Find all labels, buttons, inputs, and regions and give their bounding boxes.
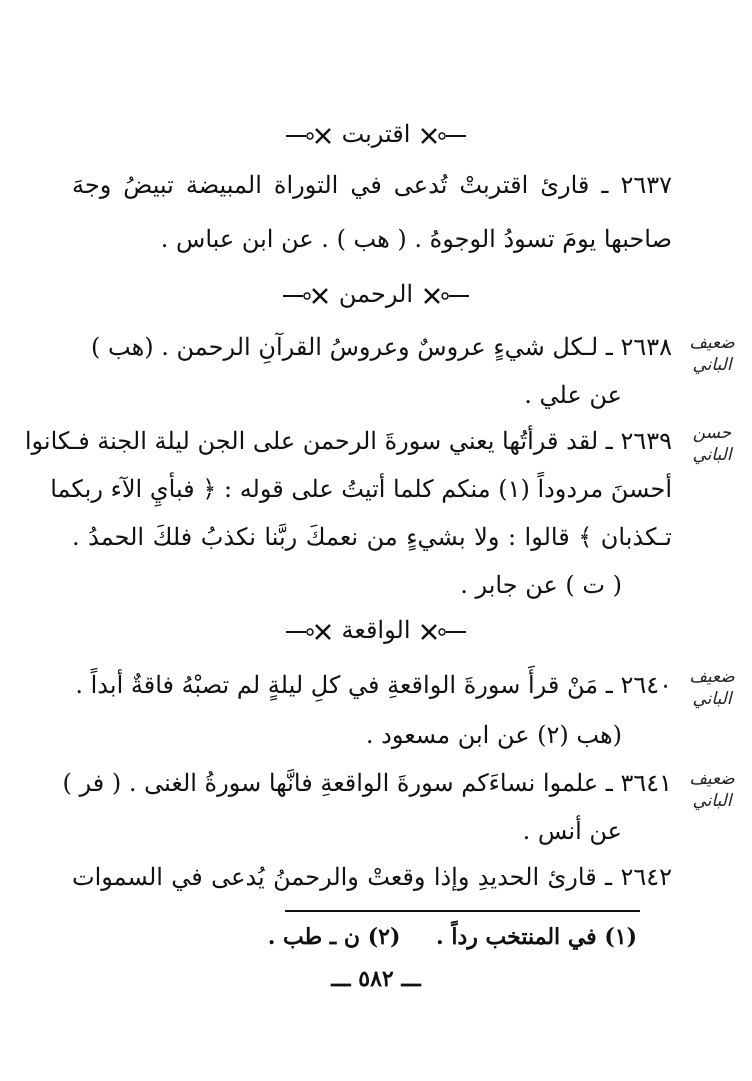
grade-source: الباني (692, 445, 732, 465)
footnote-2: (٢) ن ـ طب . (267, 924, 401, 950)
grade-source: الباني (692, 355, 732, 375)
ornament-right-icon (418, 126, 468, 146)
grade-label: ضعيف (689, 769, 735, 789)
section-title: الرحمن (338, 280, 414, 308)
section-heading-iqtarabat (0, 118, 752, 150)
grade-label: ضعيف (689, 667, 735, 687)
footnote-1: (١) في المنتخب رداً . (436, 924, 637, 950)
footnotes (240, 920, 637, 954)
page-number: ـــ ٥٨٢ ـــ (331, 966, 421, 992)
grade-source: الباني (692, 791, 732, 811)
ornament-left-icon (281, 286, 331, 306)
hadith-2639-line3: تـكذبان ﴾ قالوا : ولا بشيءٍ من نعمكَ ربَّنا نكذبُ فلكَ الحمدُ . (72, 523, 672, 551)
margin-grade-2638 (672, 332, 752, 376)
ornament-left-icon (284, 622, 334, 642)
section-title: اقتربت (341, 120, 411, 148)
grade-source: الباني (692, 689, 732, 709)
hadith-2638-line1: ٢٦٣٨ ـ لـكل شيءٍ عروسٌ وعروسُ القرآنِ الرحمن . (هب ) (91, 333, 672, 361)
hadith-2641-line2: عن أنس . (522, 817, 622, 845)
margin-grade-2641 (672, 768, 752, 812)
section-heading-waqia (0, 614, 752, 646)
hadith-2639-line1: ٢٦٣٩ ـ لقد قرأتُها يعني سورةَ الرحمن على الجن ليلة الجنة فـكانوا (24, 427, 672, 455)
hadith-2640-line1: ٢٦٤٠ ـ مَنْ قرأَ سورةَ الواقعةِ في كلِ ليلةٍ لم تصبْهُ فاقةٌ أبداً . (75, 671, 672, 699)
margin-grade-2640 (672, 666, 752, 710)
section-heading-rahman (0, 278, 752, 310)
grade-label: ضعيف (689, 333, 735, 353)
hadith-2642-line1: ٢٦٤٢ ـ قارئ الحديدِ وإذا وقعتْ والرحمنُ يُدعى في السموات (72, 863, 672, 891)
section-title: الواقعة (341, 616, 411, 644)
hadith-2641-line1: ٣٦٤١ ـ علموا نساءَكم سورةَ الواقعةِ فانَّها سورةُ الغنى . ( فر ) (62, 769, 672, 797)
hadith-2639-line4: ( ت ) عن جابر . (460, 571, 622, 599)
ornament-right-icon (418, 622, 468, 642)
hadith-2639-line2: أحسنَ مردوداً (١) منكم كلما أتيتُ على قوله : ﴿ فبأيِ الآء ربكما (50, 475, 672, 503)
grade-label: حسن (692, 423, 732, 443)
hadith-2637-line1: ٢٦٣٧ ـ قارئ اقتربتْ تُدعى في التوراة المبيضة تبيضُ وجهَ (72, 171, 672, 199)
footnote-divider (285, 910, 640, 912)
hadith-2638-line2: عن علي . (524, 381, 622, 409)
hadith-2637-line2: صاحبها يومَ تسودُ الوجوهُ . ( هب ) . عن ابن عباس . (160, 225, 672, 253)
hadith-2640-line2: (هب (٢) عن ابن مسعود . (365, 721, 622, 749)
margin-grade-2639 (672, 422, 752, 466)
ornament-left-icon (284, 126, 334, 146)
ornament-right-icon (421, 286, 471, 306)
